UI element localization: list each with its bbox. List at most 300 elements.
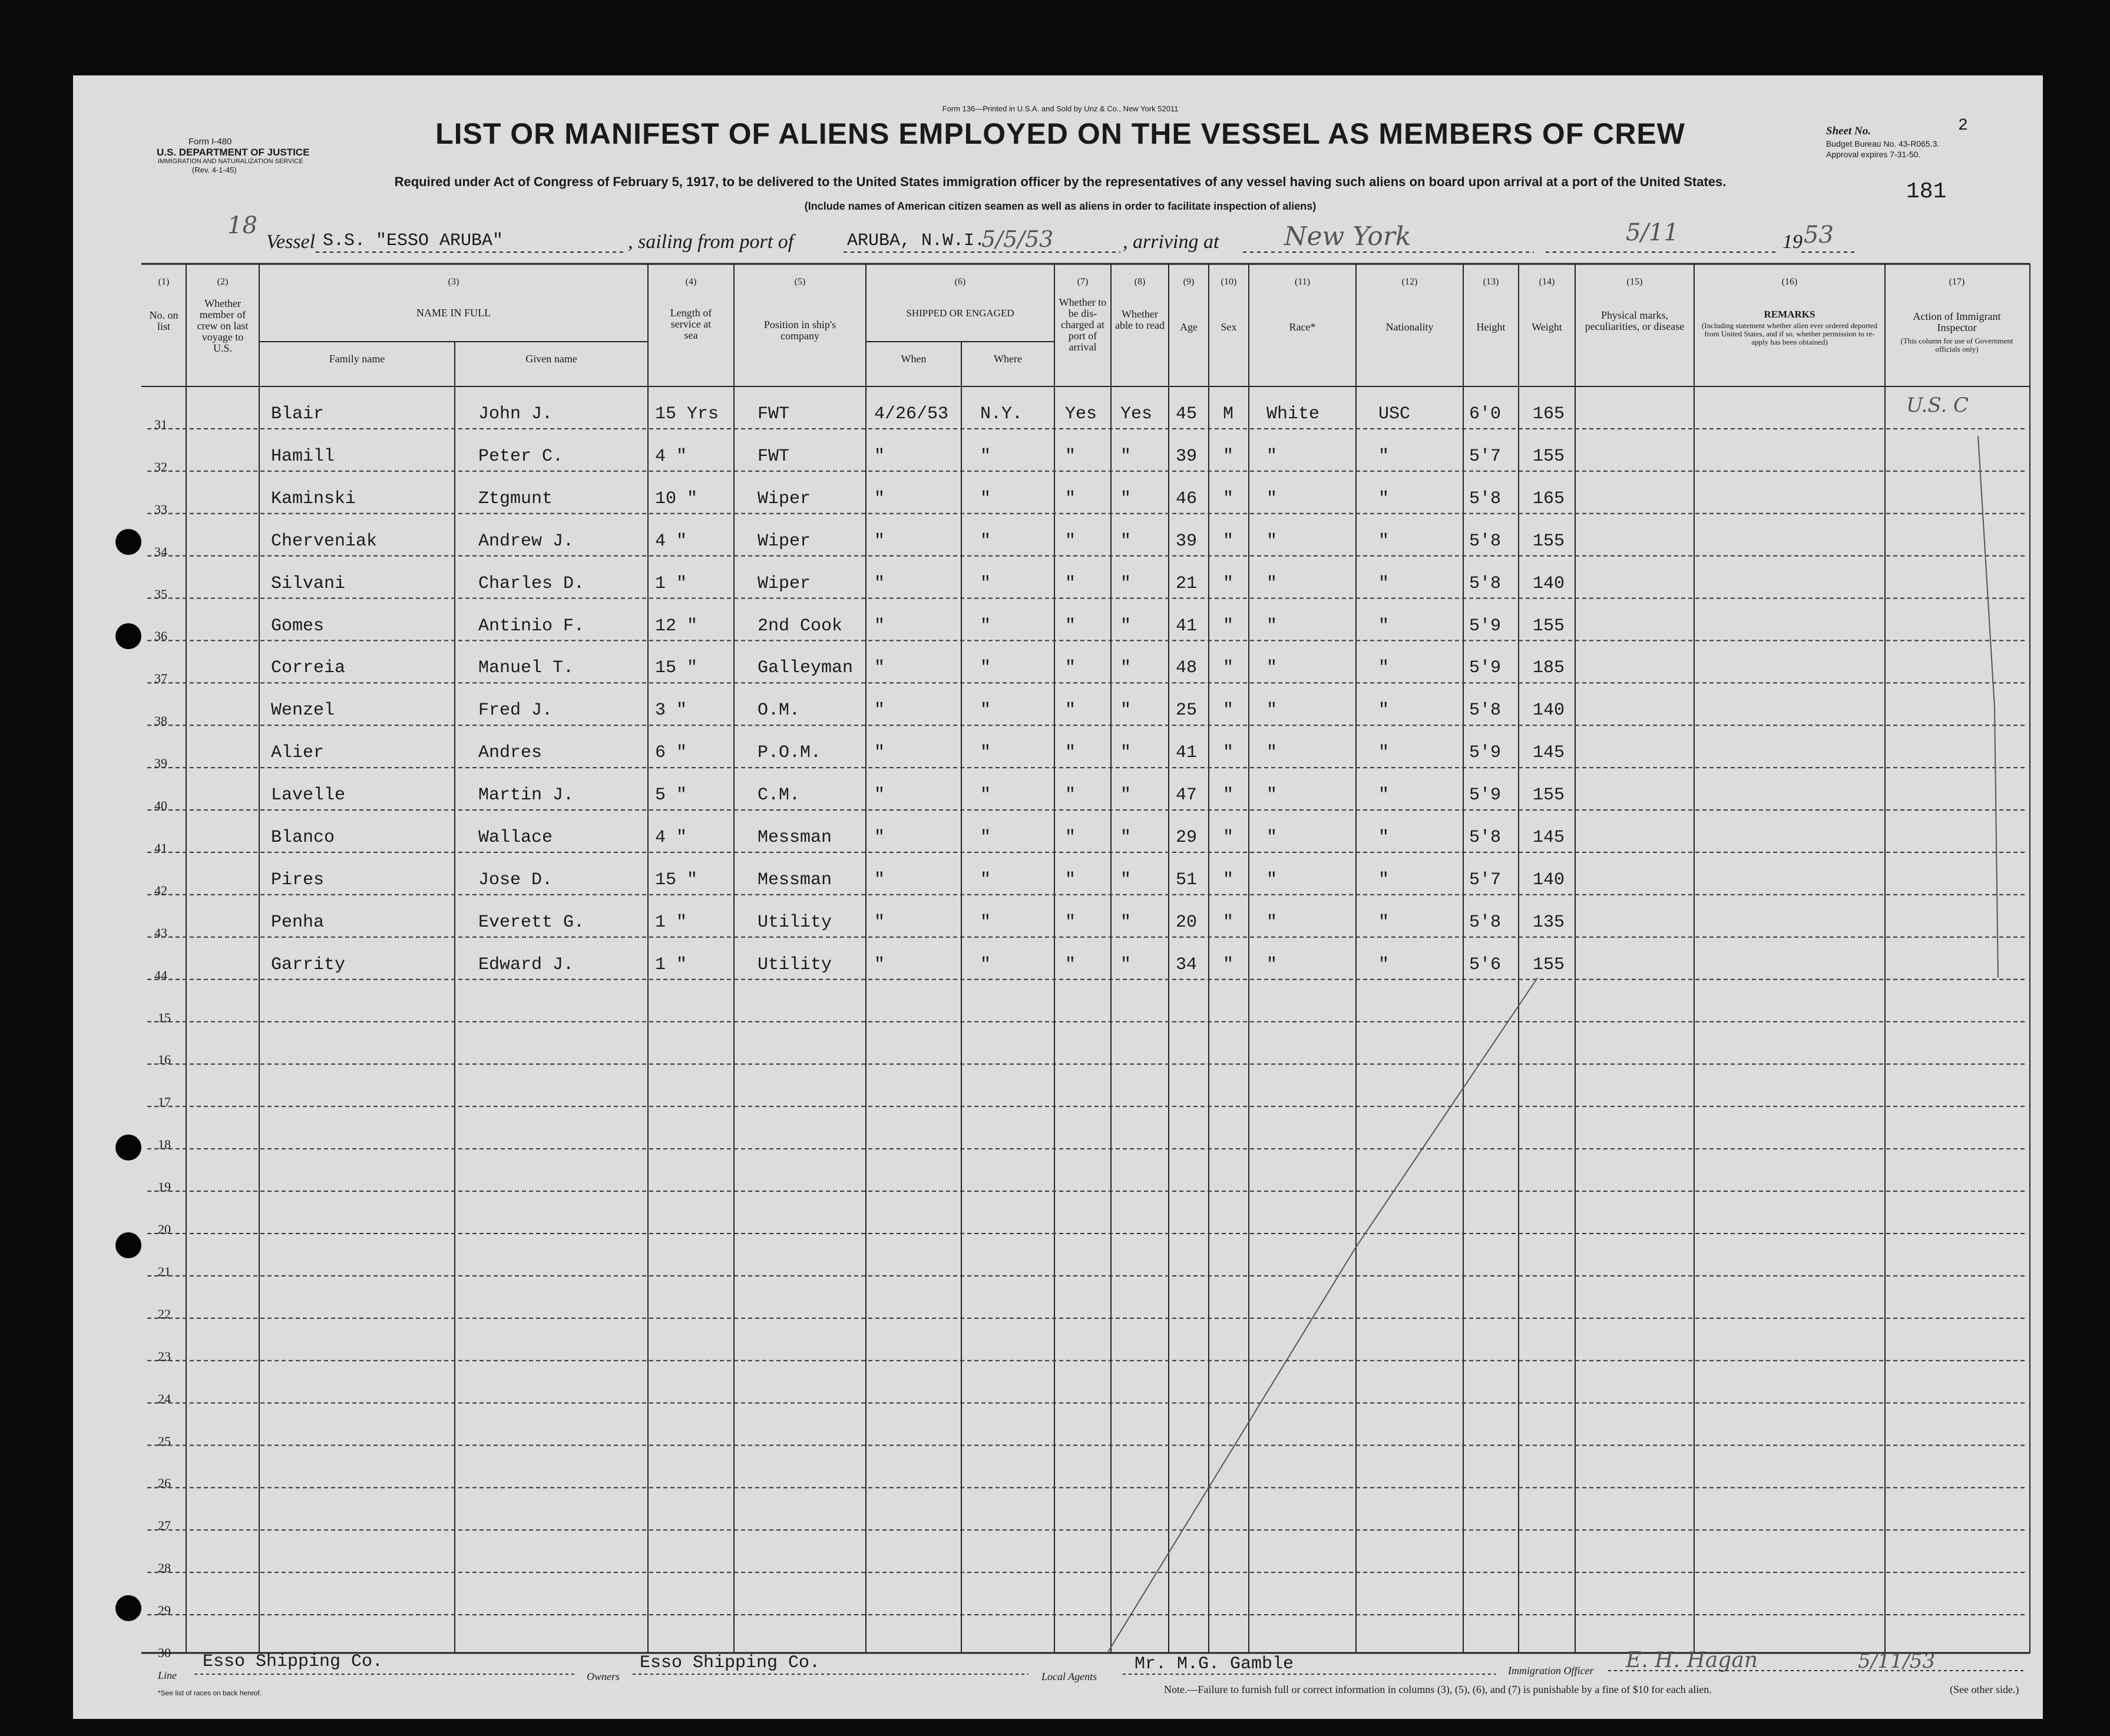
empty-row-number: 23 (158, 1348, 171, 1364)
cell-read: " (1120, 658, 1132, 679)
cell-family: Correia (271, 658, 346, 679)
col-2-header: Whether member of crew on last voyage to U.S. (197, 297, 249, 354)
cell-family: Wenzel (271, 700, 335, 721)
empty-row-number: 28 (158, 1560, 171, 1576)
cell-read: " (1120, 785, 1132, 806)
vessel-label: Vessel (266, 231, 316, 253)
cell-service: 12 " (655, 616, 698, 636)
cell-position: Wiper (758, 488, 811, 509)
cell-family: Kaminski (271, 488, 356, 509)
cell-service: 3 " (655, 700, 687, 721)
row-number: 42 (154, 882, 167, 898)
cell-discharged: " (1065, 446, 1076, 467)
col-7-header: Whether to be dis-charged at port of arrival (1059, 296, 1107, 353)
cell-position: FWT (758, 446, 790, 467)
row-number: 44 (154, 967, 167, 983)
cell-weight: 145 (1533, 743, 1565, 763)
cell-where: " (980, 869, 991, 890)
cell-given: Andres (478, 743, 543, 763)
agents-value: Mr. M.G. Gamble (1135, 1654, 1294, 1674)
col-16-number: (16) (1781, 277, 1798, 287)
col-14-number: (14) (1539, 277, 1555, 287)
cell-where: " (980, 531, 991, 551)
owners-value: Esso Shipping Co. (640, 1653, 821, 1673)
cell-when: " (874, 700, 885, 721)
cell-when: " (874, 658, 885, 679)
cell-read: " (1120, 954, 1132, 975)
row-number: 35 (154, 586, 167, 601)
cell-discharged: " (1065, 531, 1076, 551)
cell-discharged: " (1065, 828, 1076, 848)
col-3-header: NAME IN FULL (416, 307, 491, 319)
cell-where: " (980, 743, 991, 763)
cell-family: Garrity (271, 954, 346, 975)
page-title: LIST OR MANIFEST OF ALIENS EMPLOYED ON THE VESSEL AS MEMBERS OF CREW (435, 117, 1685, 150)
arrival-date: 5/11 (1626, 219, 1679, 246)
revision: (Rev. 4-1-45) (192, 166, 237, 174)
cell-sex: " (1223, 616, 1234, 636)
cell-when: " (874, 616, 885, 636)
cell-nationality: USC (1378, 404, 1411, 424)
cell-read: " (1120, 869, 1132, 890)
cell-race: " (1266, 531, 1278, 551)
cell-service: 1 " (655, 954, 687, 975)
required-act: Required under Act of Congress of February 5, 1917, to be delivered to the United States immigration officer by the representatives of any vessel having such aliens on board upon arrival at a port of the United States. (394, 174, 1727, 189)
row-number: 37 (154, 671, 167, 686)
col-4-header: Length of service at sea (670, 307, 712, 341)
cell-race: " (1266, 488, 1278, 509)
cell-sex: " (1223, 531, 1234, 551)
officer-label: Immigration Officer (1508, 1665, 1594, 1677)
sailing-port: ARUBA, N.W.I. (847, 231, 985, 251)
cell-race: " (1266, 743, 1278, 763)
inspector-mark: U.S. C (1906, 394, 1969, 417)
cell-height: 5'8 (1469, 488, 1502, 509)
cell-given: Martin J. (478, 785, 574, 806)
cell-race: " (1266, 869, 1278, 890)
cell-where: " (980, 616, 991, 636)
cell-read: " (1120, 743, 1132, 763)
cell-weight: 165 (1533, 488, 1565, 509)
cell-age: 51 (1176, 869, 1198, 890)
cell-family: Pires (271, 869, 325, 890)
cell-sex: " (1223, 954, 1234, 975)
cell-sex: " (1223, 700, 1234, 721)
col-6-number: (6) (954, 277, 966, 287)
agents-label: Local Agents (1041, 1671, 1097, 1682)
cell-discharged: " (1065, 488, 1076, 509)
arrival-port: New York (1284, 221, 1411, 252)
cell-race: White (1266, 404, 1320, 424)
cell-nationality: " (1378, 573, 1390, 594)
cell-service: 15 Yrs (655, 404, 719, 424)
cell-race: " (1266, 573, 1278, 594)
cell-family: Silvani (271, 573, 346, 594)
cell-given: Edward J. (478, 954, 574, 975)
row-number: 31 (154, 416, 167, 432)
row-number: 41 (154, 840, 167, 855)
cell-read: " (1120, 912, 1132, 933)
include-note: (Include names of American citizen seamen as well as aliens in order to facilitate inspection of aliens) (804, 200, 1317, 212)
cell-where: " (980, 700, 991, 721)
cell-weight: 155 (1533, 446, 1565, 467)
cell-discharged: Yes (1065, 404, 1097, 424)
cell-where: " (980, 658, 991, 679)
cell-service: 4 " (655, 828, 687, 848)
cell-height: 5'6 (1469, 954, 1502, 975)
cell-read: " (1120, 828, 1132, 848)
cell-nationality: " (1378, 700, 1390, 721)
col-17-header: Action of Immigrant Inspector (1913, 310, 2001, 333)
cell-height: 5'8 (1469, 912, 1502, 933)
cell-height: 5'9 (1469, 658, 1502, 679)
cell-given: Manuel T. (478, 658, 574, 679)
cell-when: " (874, 573, 885, 594)
col-6-header: SHIPPED OR ENGAGED (906, 307, 1014, 319)
cell-age: 39 (1176, 531, 1198, 551)
cell-given: Fred J. (478, 700, 553, 721)
cell-nationality: " (1378, 658, 1390, 679)
approval: Approval expires 7-31-50. (1826, 150, 1921, 159)
cell-given: Antinio F. (478, 616, 585, 636)
col-15-number: (15) (1626, 277, 1643, 287)
cell-weight: 155 (1533, 531, 1565, 551)
cell-age: 48 (1176, 658, 1198, 679)
cell-service: 15 " (655, 869, 698, 890)
cell-when: " (874, 869, 885, 890)
col-12-header: Nationality (1385, 321, 1434, 333)
cell-when: " (874, 531, 885, 551)
cell-position: P.O.M. (758, 743, 822, 763)
col-10-number: (10) (1221, 277, 1237, 287)
sheet-label: Sheet No. (1826, 125, 1871, 137)
empty-row-number: 19 (158, 1179, 171, 1195)
cell-sex: " (1223, 869, 1234, 890)
cell-height: 5'7 (1469, 446, 1502, 467)
cell-weight: 140 (1533, 869, 1565, 890)
where-header: Where (994, 353, 1022, 365)
cell-age: 29 (1176, 828, 1198, 848)
empty-row-number: 18 (158, 1137, 171, 1152)
arriving-label: , arriving at (1123, 231, 1219, 253)
cell-age: 25 (1176, 700, 1198, 721)
cell-given: Everett G. (478, 912, 585, 933)
cell-read: " (1120, 700, 1132, 721)
cell-nationality: " (1378, 869, 1390, 890)
cell-discharged: " (1065, 658, 1076, 679)
cell-height: 5'9 (1469, 785, 1502, 806)
cell-nationality: " (1378, 743, 1390, 763)
cell-age: 41 (1176, 743, 1198, 763)
cell-race: " (1266, 954, 1278, 975)
cell-family: Blair (271, 404, 325, 424)
col-13-number: (13) (1483, 277, 1499, 287)
cell-age: 20 (1176, 912, 1198, 933)
cell-age: 21 (1176, 573, 1198, 594)
cell-position: Wiper (758, 531, 811, 551)
cell-discharged: " (1065, 954, 1076, 975)
col-12-number: (12) (1401, 277, 1418, 287)
empty-row-number: 29 (158, 1603, 171, 1618)
cell-age: 41 (1176, 616, 1198, 636)
cell-height: 6'0 (1469, 404, 1502, 424)
cell-read: " (1120, 531, 1132, 551)
cell-race: " (1266, 828, 1278, 848)
cell-nationality: " (1378, 616, 1390, 636)
cell-given: Jose D. (478, 869, 553, 890)
cell-nationality: " (1378, 488, 1390, 509)
cell-family: Gomes (271, 616, 325, 636)
officer-date: 5/11/53 (1858, 1649, 1936, 1673)
cell-height: 5'9 (1469, 616, 1502, 636)
col-7-number: (7) (1077, 277, 1089, 287)
sailing-label: , sailing from port of (628, 231, 794, 253)
cell-discharged: " (1065, 743, 1076, 763)
cell-discharged: " (1065, 912, 1076, 933)
cell-age: 45 (1176, 404, 1198, 424)
row-number: 39 (154, 756, 167, 771)
empty-row-number: 26 (158, 1476, 171, 1491)
cell-position: C.M. (758, 785, 801, 806)
cell-weight: 155 (1533, 616, 1565, 636)
cell-position: Utility (758, 912, 832, 933)
row-number: 34 (154, 544, 167, 559)
cell-position: Wiper (758, 573, 811, 594)
cell-where: " (980, 488, 991, 509)
cell-weight: 140 (1533, 700, 1565, 721)
cell-service: 1 " (655, 573, 687, 594)
row-number: 36 (154, 629, 167, 644)
col-1-number: (1) (158, 277, 170, 287)
sailing-date: 5/5/53 (981, 226, 1054, 252)
cell-service: 10 " (655, 488, 698, 509)
cell-position: Messman (758, 828, 832, 848)
cell-discharged: " (1065, 616, 1076, 636)
col-16-header: REMARKS (1764, 309, 1815, 320)
empty-row-number: 20 (158, 1222, 171, 1236)
cell-weight: 140 (1533, 573, 1565, 594)
row-number: 32 (154, 459, 167, 474)
col-9-number: (9) (1183, 277, 1195, 287)
cell-nationality: " (1378, 785, 1390, 806)
cell-position: O.M. (758, 700, 801, 721)
family-name-header: Family name (329, 353, 385, 365)
cell-sex: " (1223, 488, 1234, 509)
cell-height: 5'9 (1469, 743, 1502, 763)
cell-height: 5'7 (1469, 869, 1502, 890)
cell-nationality: " (1378, 828, 1390, 848)
cell-height: 5'8 (1469, 573, 1502, 594)
cell-sex: " (1223, 912, 1234, 933)
cell-when: " (874, 446, 885, 467)
col-1-header: No. on list (149, 309, 178, 332)
empty-row-number: 17 (158, 1094, 171, 1110)
cell-given: Peter C. (478, 446, 564, 467)
cell-given: Wallace (478, 828, 553, 848)
empty-row-number: 16 (158, 1052, 171, 1067)
cell-sex: M (1223, 404, 1234, 424)
department: U.S. DEPARTMENT OF JUSTICE (157, 147, 310, 158)
line-value: Esso Shipping Co. (203, 1652, 383, 1672)
col-17-number: (17) (1949, 277, 1965, 287)
cell-when: " (874, 785, 885, 806)
cell-family: Alier (271, 743, 325, 763)
col-5-number: (5) (794, 277, 806, 287)
col-11-number: (11) (1294, 277, 1311, 287)
col-8-number: (8) (1134, 277, 1146, 287)
col-15-header: Physical marks, peculiarities, or disease (1585, 309, 1685, 332)
cell-given: Charles D. (478, 573, 585, 594)
col-5-header: Position in ship's company (763, 319, 836, 342)
sheet-number: 2 (1958, 117, 1968, 135)
empty-row-number: 30 (158, 1645, 171, 1660)
cell-weight: 185 (1533, 658, 1565, 679)
cell-when: " (874, 912, 885, 933)
cell-age: 47 (1176, 785, 1198, 806)
empty-row-number: 15 (158, 1010, 171, 1025)
cell-age: 46 (1176, 488, 1198, 509)
budget-bureau: Budget Bureau No. 43-R065.3. (1826, 139, 1940, 148)
row-number: 38 (154, 713, 167, 729)
owners-label: Owners (587, 1671, 620, 1682)
col-4-number: (4) (685, 277, 697, 287)
cell-position: Utility (758, 954, 832, 975)
penalty-note: Note.—Failure to furnish full or correct information in columns (3), (5), (6), and (7) is punishable by a fine of $10 for each alien. (1164, 1684, 1712, 1695)
cell-read: " (1120, 446, 1132, 467)
col-3-number: (3) (448, 277, 459, 287)
empty-row-number: 24 (158, 1391, 171, 1406)
col-13-header: Height (1476, 321, 1506, 333)
cell-service: 4 " (655, 531, 687, 551)
printer-line: Form 136—Printed in U.S.A. and Sold by Unz & Co., New York 52011 (942, 104, 1179, 113)
cell-height: 5'8 (1469, 828, 1502, 848)
when-header: When (901, 353, 927, 365)
cell-weight: 155 (1533, 954, 1565, 975)
row-number: 40 (154, 798, 167, 813)
cell-when: " (874, 743, 885, 763)
cell-sex: " (1223, 743, 1234, 763)
col-11-header: Race* (1289, 321, 1316, 333)
see-other-side: (See other side.) (1950, 1684, 2019, 1695)
cell-position: Messman (758, 869, 832, 890)
empty-row-number: 21 (158, 1264, 171, 1279)
cell-sex: " (1223, 785, 1234, 806)
cell-sex: " (1223, 573, 1234, 594)
cell-family: Penha (271, 912, 325, 933)
cell-family: Cherveniak (271, 531, 378, 551)
cell-family: Hamill (271, 446, 335, 467)
given-name-header: Given name (525, 353, 577, 365)
cell-when: " (874, 954, 885, 975)
cell-nationality: " (1378, 531, 1390, 551)
cell-age: 34 (1176, 954, 1198, 975)
cell-where: " (980, 954, 991, 975)
cell-read: " (1120, 573, 1132, 594)
cell-service: 4 " (655, 446, 687, 467)
cell-race: " (1266, 446, 1278, 467)
cell-where: N.Y. (980, 404, 1023, 424)
cell-nationality: " (1378, 954, 1390, 975)
cell-service: 1 " (655, 912, 687, 933)
col-2-number: (2) (217, 277, 229, 287)
year-label: 19 (1782, 231, 1803, 253)
cell-discharged: " (1065, 869, 1076, 890)
row-number: 43 (154, 925, 167, 940)
cell-where: " (980, 785, 991, 806)
cell-family: Blanco (271, 828, 335, 848)
col-8-header: Whether able to read (1115, 308, 1165, 331)
cell-where: " (980, 828, 991, 848)
cell-nationality: " (1378, 446, 1390, 467)
cell-weight: 135 (1533, 912, 1565, 933)
cell-race: " (1266, 912, 1278, 933)
cell-where: " (980, 446, 991, 467)
cell-nationality: " (1378, 912, 1390, 933)
cell-where: " (980, 573, 991, 594)
cell-discharged: " (1065, 785, 1076, 806)
vessel-name: S.S. "ESSO ARUBA" (323, 231, 504, 251)
cell-when: " (874, 488, 885, 509)
officer-signature: E. H. Hagan (1626, 1648, 1758, 1672)
cell-given: Ztgmunt (478, 488, 553, 509)
cell-service: 6 " (655, 743, 687, 763)
form-number: Form I-480 (188, 137, 232, 147)
cell-read: " (1120, 488, 1132, 509)
cell-position: 2nd Cook (758, 616, 843, 636)
empty-row-number: 22 (158, 1306, 171, 1321)
service-name: IMMIGRATION AND NATURALIZATION SERVICE (158, 158, 303, 165)
cell-read: Yes (1120, 404, 1153, 424)
cell-position: FWT (758, 404, 790, 424)
cell-age: 39 (1176, 446, 1198, 467)
col-10-header: Sex (1221, 321, 1237, 333)
year-value: 53 (1804, 221, 1834, 249)
row-number: 33 (154, 501, 167, 517)
col-16-subheader: (Including statement whether alien ever ordered deported from United States, and if so, whether permission to re-apply has been obtained) (1701, 321, 1878, 346)
margin-mark: 18 (227, 212, 257, 239)
cell-discharged: " (1065, 573, 1076, 594)
cell-height: 5'8 (1469, 700, 1502, 721)
cell-service: 5 " (655, 785, 687, 806)
cell-race: " (1266, 616, 1278, 636)
cell-sex: " (1223, 658, 1234, 679)
cell-where: " (980, 912, 991, 933)
cell-read: " (1120, 616, 1132, 636)
cell-given: Andrew J. (478, 531, 574, 551)
races-note: *See list of races on back hereof. (158, 1689, 262, 1697)
cell-position: Galleyman (758, 658, 854, 679)
cell-race: " (1266, 700, 1278, 721)
col-17-subheader: (This column for use of Government officials only) (1900, 336, 2013, 353)
cell-sex: " (1223, 828, 1234, 848)
cell-when: " (874, 828, 885, 848)
cell-height: 5'8 (1469, 531, 1502, 551)
cell-sex: " (1223, 446, 1234, 467)
cell-race: " (1266, 658, 1278, 679)
cell-service: 15 " (655, 658, 698, 679)
col-9-header: Age (1180, 321, 1198, 333)
cell-family: Lavelle (271, 785, 346, 806)
cell-weight: 155 (1533, 785, 1565, 806)
col-14-header: Weight (1532, 321, 1562, 333)
cell-weight: 165 (1533, 404, 1565, 424)
page-number: 181 (1906, 179, 1947, 204)
cell-given: John J. (478, 404, 553, 424)
cell-discharged: " (1065, 700, 1076, 721)
cell-race: " (1266, 785, 1278, 806)
empty-row-number: 25 (158, 1433, 171, 1449)
line-label: Line (158, 1669, 177, 1681)
